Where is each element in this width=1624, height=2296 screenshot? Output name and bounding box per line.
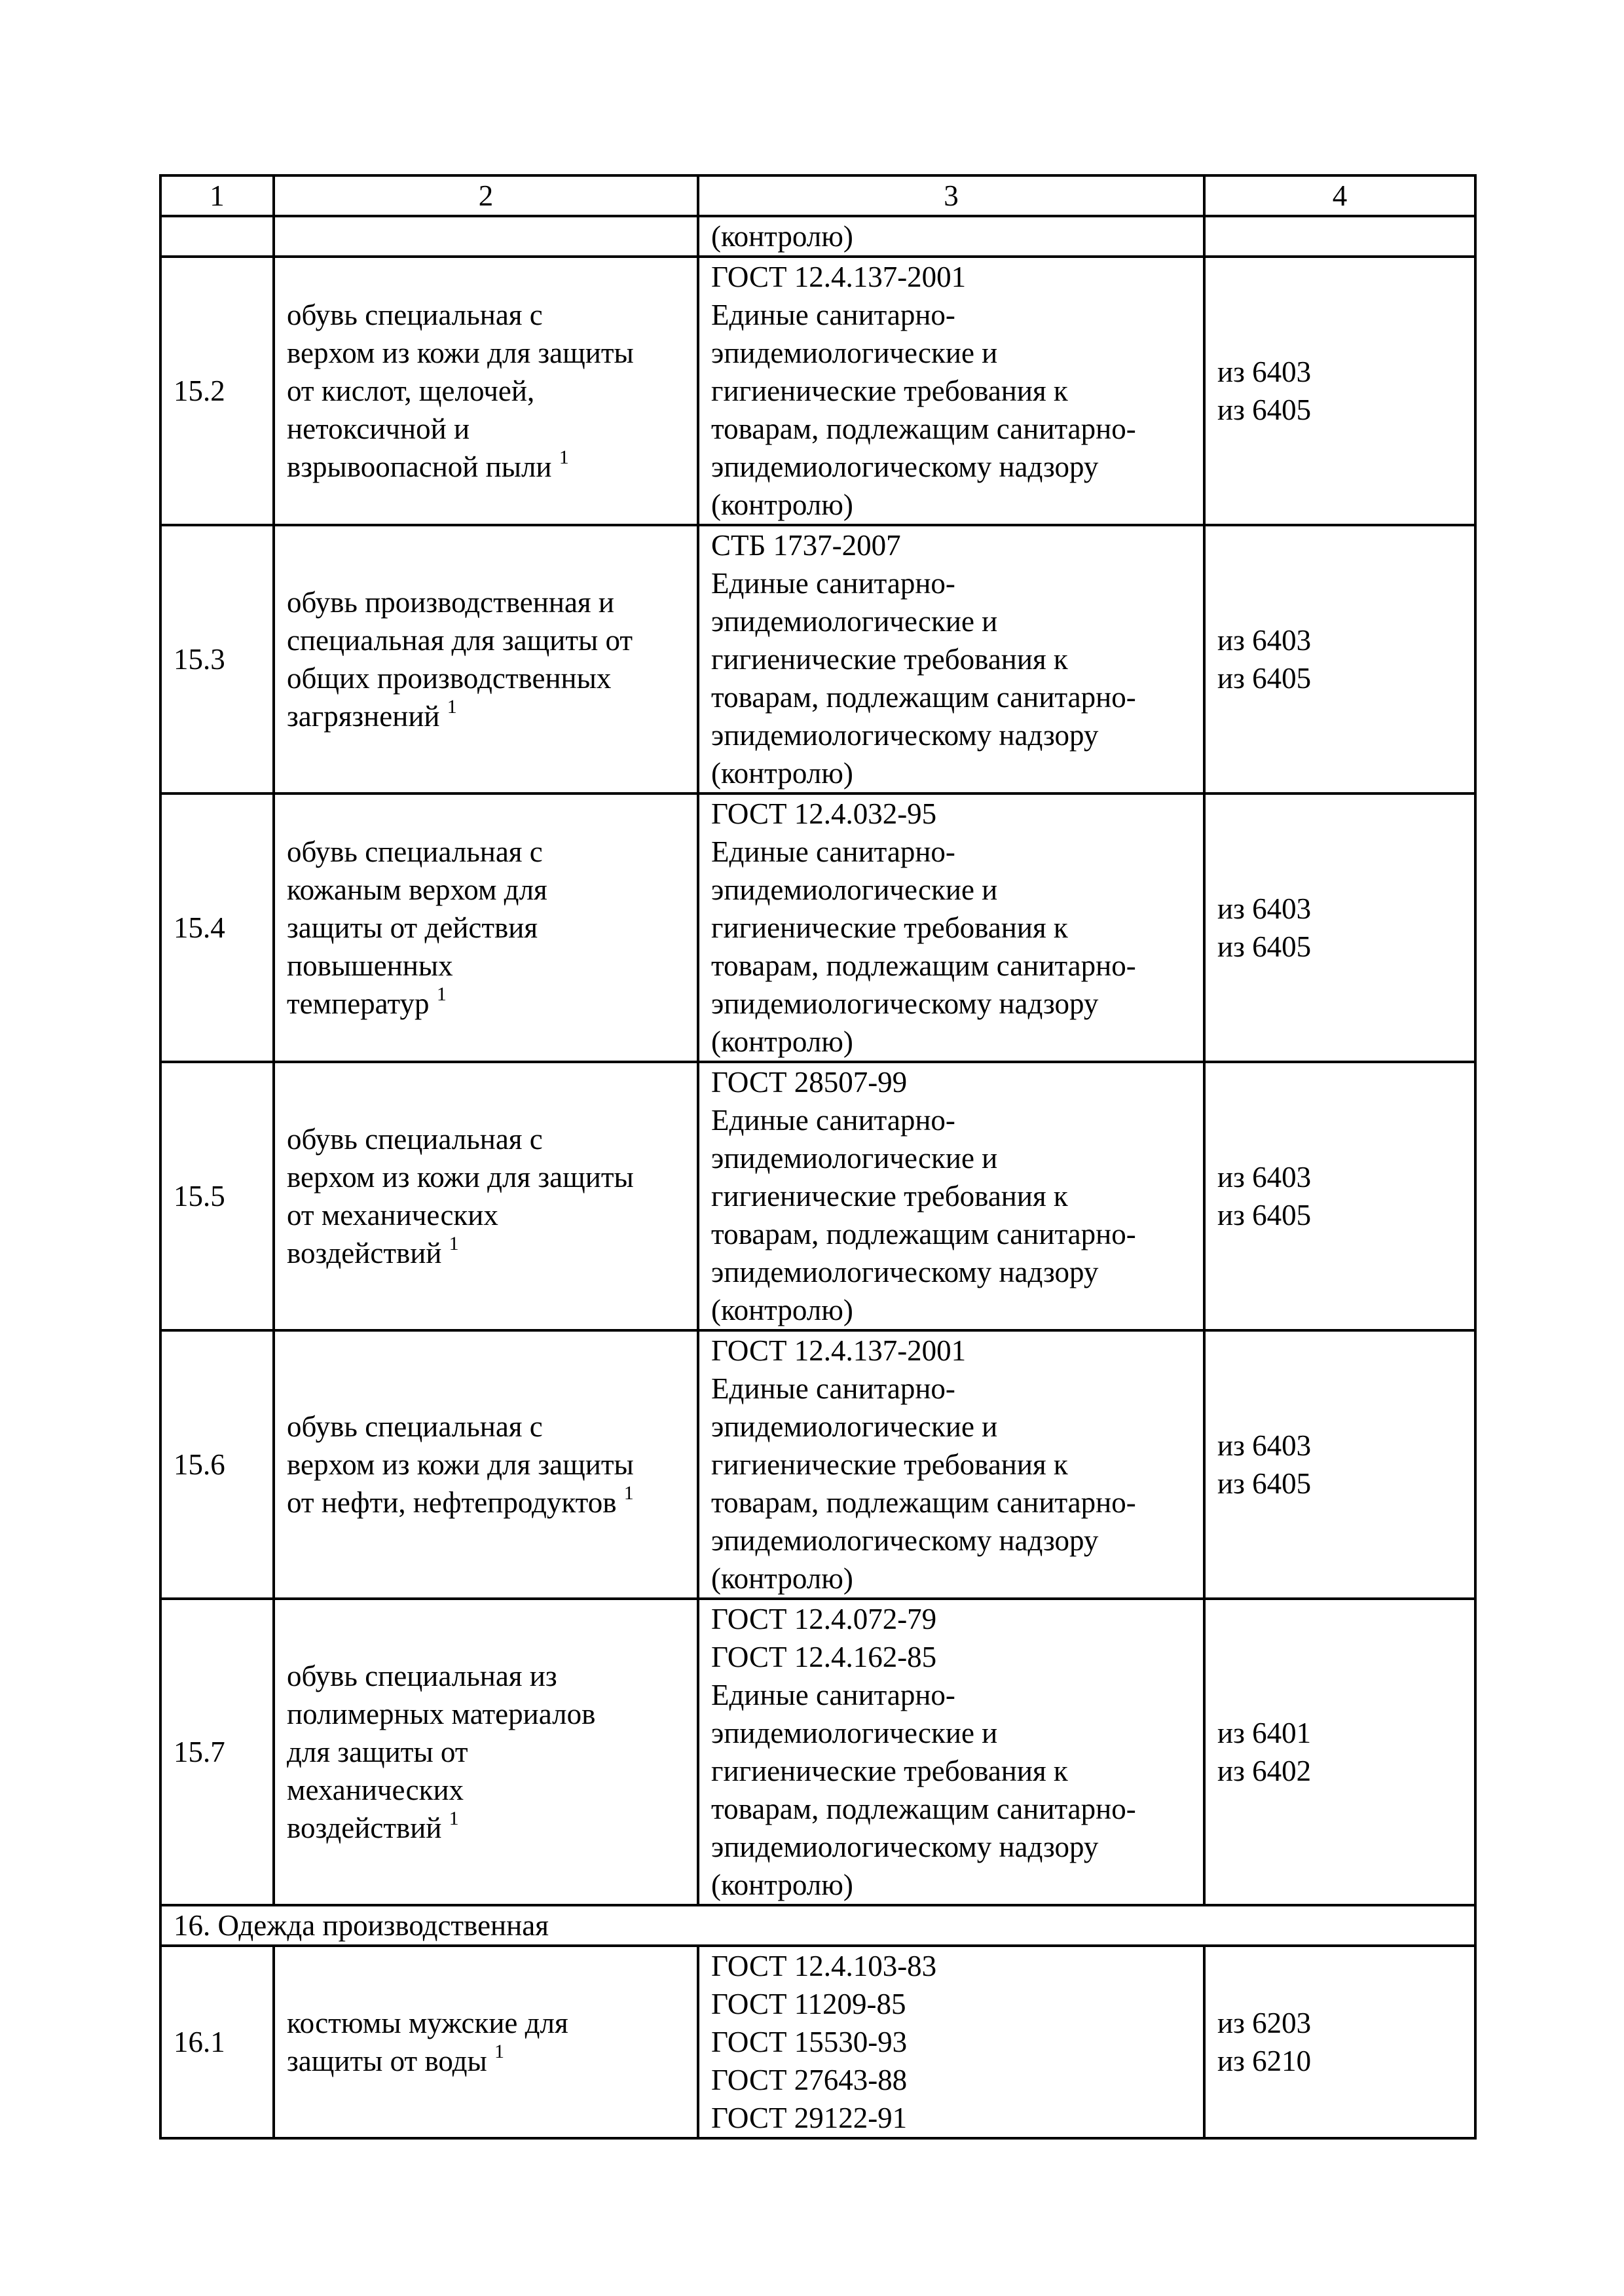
row-description — [274, 257, 698, 525]
document-line: эпидемиологическому надзору — [711, 719, 1099, 752]
description-line — [287, 909, 685, 947]
description-text: полимерных материалов — [287, 1698, 596, 1730]
description-text: верхом из кожи для защиты — [287, 337, 634, 369]
document-line: ГОСТ 28507-99 — [711, 1066, 908, 1099]
document-line: ГОСТ 12.4.103-83 — [711, 1950, 937, 1982]
row-description — [274, 793, 698, 1062]
description-text: обувь специальная с — [287, 1123, 543, 1156]
document-line: (контролю) — [711, 1868, 853, 1901]
description-text: защиты от воды — [287, 2045, 487, 2077]
row-codes — [1204, 1062, 1475, 1330]
document-line: гигиенические требования к — [711, 911, 1068, 944]
code-line: из 6401 — [1217, 1717, 1312, 1749]
document-line: товарам, подлежащим санитарно- — [711, 1793, 1136, 1825]
document-line: эпидемиологические и — [711, 873, 998, 906]
row-documents — [698, 1946, 1204, 2138]
description-line — [287, 833, 685, 871]
description-text: загрязнений — [287, 700, 440, 733]
code-line: из 6210 — [1217, 2045, 1312, 2077]
document-line: товарам, подлежащим санитарно- — [711, 412, 1136, 445]
document-line: эпидемиологические и — [711, 337, 998, 369]
footnote-mark: 1 — [436, 983, 447, 1005]
description-text: кожаным верхом для — [287, 873, 547, 906]
description-text: от кислот, щелочей, — [287, 374, 535, 407]
document-line: Единые санитарно- — [711, 1372, 955, 1405]
description-text: обувь специальная из — [287, 1660, 557, 1692]
table-row — [160, 1062, 1475, 1330]
code-line: из 6405 — [1217, 662, 1312, 695]
code-line: из 6405 — [1217, 1199, 1312, 1231]
document-line: Единые санитарно- — [711, 1679, 955, 1711]
document-line: эпидемиологическому надзору — [711, 987, 1099, 1020]
description-line — [287, 1771, 685, 1809]
document-line: эпидемиологическому надзору — [711, 1831, 1099, 1863]
code-line: из 6403 — [1217, 1429, 1312, 1462]
document-line: эпидемиологические и — [711, 1717, 998, 1749]
document-line: СТБ 1737-2007 — [711, 529, 901, 562]
description-line — [287, 1733, 685, 1771]
document-line: эпидемиологическому надзору — [711, 1256, 1099, 1288]
description-line — [287, 2004, 685, 2042]
header-cell-4: 4 — [1204, 175, 1475, 216]
description-text: общих производственных — [287, 662, 612, 695]
description-text: механических — [287, 1774, 464, 1806]
row-number: 15.3 — [160, 525, 274, 793]
row-codes — [1204, 525, 1475, 793]
document-line: Единые санитарно- — [711, 835, 955, 868]
description-line — [287, 1809, 685, 1847]
code-line: из 6402 — [1217, 1755, 1312, 1787]
description-line — [287, 410, 685, 448]
description-text: специальная для защиты от — [287, 624, 633, 657]
row-documents — [698, 257, 1204, 525]
code-line: из 6203 — [1217, 2007, 1312, 2039]
continuation-cell-codes — [1204, 216, 1475, 257]
document-line: гигиенические требования к — [711, 1755, 1068, 1787]
description-line — [287, 1196, 685, 1234]
footnote-mark: 1 — [449, 1233, 459, 1254]
description-text: костюмы мужские для — [287, 2007, 568, 2039]
document-line: товарам, подлежащим санитарно- — [711, 949, 1136, 982]
document-line: ГОСТ 12.4.137-2001 — [711, 261, 967, 293]
document-line: ГОСТ 27643-88 — [711, 2064, 908, 2096]
code-line: из 6405 — [1217, 1467, 1312, 1500]
description-text: от механических — [287, 1199, 498, 1231]
row-codes — [1204, 257, 1475, 525]
description-line — [287, 1408, 685, 1446]
document-line: гигиенические требования к — [711, 643, 1068, 676]
row-documents — [698, 1599, 1204, 1905]
code-line: из 6405 — [1217, 393, 1312, 426]
description-text: обувь специальная с — [287, 299, 543, 331]
description-text: защиты от действия — [287, 911, 538, 944]
description-text: от нефти, нефтепродуктов — [287, 1486, 617, 1519]
document-line: Единые санитарно- — [711, 299, 955, 331]
description-line — [287, 947, 685, 985]
row-documents — [698, 525, 1204, 793]
document-line: гигиенические требования к — [711, 1448, 1068, 1481]
row-codes — [1204, 793, 1475, 1062]
description-line — [287, 1120, 685, 1158]
document-line: ГОСТ 12.4.032-95 — [711, 797, 937, 830]
description-line — [287, 2042, 685, 2080]
description-line — [287, 1657, 685, 1695]
description-text: верхом из кожи для защиты — [287, 1161, 634, 1194]
footnote-mark: 1 — [559, 446, 569, 468]
description-line — [287, 1484, 685, 1522]
row-number: 15.5 — [160, 1062, 274, 1330]
document-line: эпидемиологические и — [711, 1142, 998, 1175]
document-line: (контролю) — [711, 1294, 853, 1326]
document-line: эпидемиологические и — [711, 1410, 998, 1443]
footnote-mark: 1 — [449, 1808, 459, 1829]
description-line — [287, 985, 685, 1023]
document-line: эпидемиологические и — [711, 605, 998, 638]
table-row — [160, 257, 1475, 525]
document-line: ГОСТ 15530-93 — [711, 2026, 908, 2058]
row-description — [274, 1062, 698, 1330]
document-line: ГОСТ 29122-91 — [711, 2102, 908, 2134]
code-line: из 6405 — [1217, 930, 1312, 963]
document-line: Единые санитарно- — [711, 1104, 955, 1137]
row-documents — [698, 1062, 1204, 1330]
row-description — [274, 1599, 698, 1905]
footnote-mark: 1 — [623, 1482, 634, 1504]
description-line — [287, 1234, 685, 1272]
description-text: верхом из кожи для защиты — [287, 1448, 634, 1481]
code-line: из 6403 — [1217, 892, 1312, 925]
table-row — [160, 793, 1475, 1062]
header-cell-3: 3 — [698, 175, 1204, 216]
table-row — [160, 1946, 1475, 2138]
row-documents — [698, 1330, 1204, 1599]
description-line — [287, 372, 685, 410]
document-line: (контролю) — [711, 1562, 853, 1595]
document-line: ГОСТ 11209-85 — [711, 1988, 906, 2020]
document-line: гигиенические требования к — [711, 1180, 1068, 1212]
section-row — [160, 1905, 1475, 1946]
section-heading: 16. Одежда производственная — [160, 1905, 1475, 1946]
description-text: для защиты от — [287, 1736, 468, 1768]
document-line: ГОСТ 12.4.137-2001 — [711, 1334, 967, 1367]
footnote-mark: 1 — [447, 696, 457, 718]
continuation-cell-number — [160, 216, 274, 257]
document-line: (контролю) — [711, 220, 853, 253]
document-line: товарам, подлежащим санитарно- — [711, 681, 1136, 714]
row-codes — [1204, 1946, 1475, 2138]
row-documents — [698, 793, 1204, 1062]
description-line — [287, 871, 685, 909]
description-text: обувь специальная с — [287, 1410, 543, 1443]
row-codes — [1204, 1330, 1475, 1599]
footnote-mark: 1 — [494, 2041, 504, 2062]
description-line — [287, 659, 685, 697]
document-line: гигиенические требования к — [711, 374, 1068, 407]
document-line: (контролю) — [711, 1025, 853, 1058]
description-text: повышенных — [287, 949, 453, 982]
description-text: нетоксичной и — [287, 412, 470, 445]
document-line: (контролю) — [711, 757, 853, 790]
continuation-row — [160, 216, 1475, 257]
description-text: обувь специальная с — [287, 835, 543, 868]
table-body — [160, 175, 1475, 2138]
document-line: ГОСТ 12.4.072-79 — [711, 1603, 937, 1635]
description-line — [287, 334, 685, 372]
description-line — [287, 697, 685, 735]
row-number: 15.6 — [160, 1330, 274, 1599]
row-number: 15.4 — [160, 793, 274, 1062]
document-line: эпидемиологическому надзору — [711, 450, 1099, 483]
header-cell-2: 2 — [274, 175, 698, 216]
row-description — [274, 1946, 698, 2138]
code-line: из 6403 — [1217, 355, 1312, 388]
code-line: из 6403 — [1217, 624, 1312, 657]
document-line: Единые санитарно- — [711, 567, 955, 600]
row-number: 15.2 — [160, 257, 274, 525]
description-text: воздействий — [287, 1237, 442, 1269]
continuation-cell-description — [274, 216, 698, 257]
row-description — [274, 525, 698, 793]
description-line — [287, 1695, 685, 1733]
document-line: товарам, подлежащим санитарно- — [711, 1486, 1136, 1519]
description-text: обувь производственная и — [287, 586, 614, 619]
row-codes — [1204, 1599, 1475, 1905]
document-line: эпидемиологическому надзору — [711, 1524, 1099, 1557]
continuation-cell-documents — [698, 216, 1204, 257]
row-number: 16.1 — [160, 1946, 274, 2138]
code-line: из 6403 — [1217, 1161, 1312, 1194]
table-row — [160, 525, 1475, 793]
header-row — [160, 175, 1475, 216]
description-line — [287, 1446, 685, 1484]
document-line: (контролю) — [711, 488, 853, 521]
description-line — [287, 621, 685, 659]
document-line: ГОСТ 12.4.162-85 — [711, 1641, 937, 1673]
table-row — [160, 1599, 1475, 1905]
row-description — [274, 1330, 698, 1599]
description-line — [287, 1158, 685, 1196]
table-row — [160, 1330, 1475, 1599]
description-text: взрывоопасной пыли — [287, 450, 552, 483]
row-number: 15.7 — [160, 1599, 274, 1905]
description-line — [287, 296, 685, 334]
description-line — [287, 448, 685, 486]
description-line — [287, 583, 685, 621]
document-line: товарам, подлежащим санитарно- — [711, 1218, 1136, 1250]
description-text: температур — [287, 987, 430, 1020]
header-cell-1: 1 — [160, 175, 274, 216]
description-text: воздействий — [287, 1812, 442, 1844]
standards-table — [159, 174, 1477, 2140]
